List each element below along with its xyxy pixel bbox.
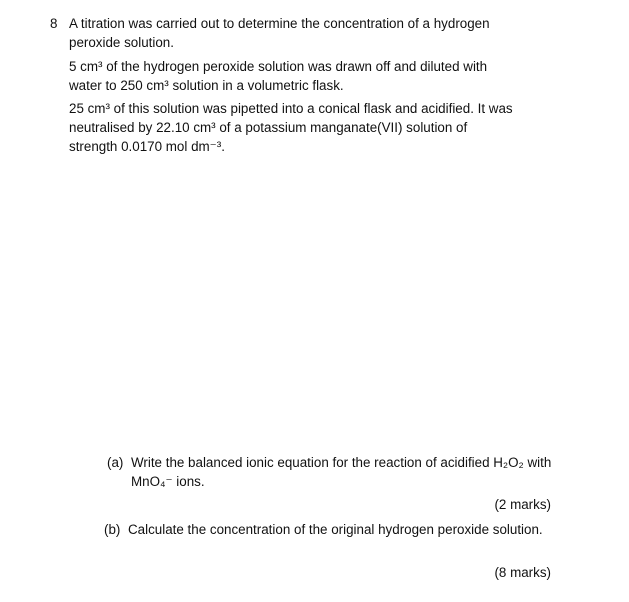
part-a-question: Write the balanced ionic equation for the reaction of acidified H₂O₂ with MnO₄⁻ ions.: [131, 455, 552, 489]
part-b-question: Calculate the concentration of the original hydrogen peroxide solution.: [128, 522, 543, 537]
question-intro-paragraph: A titration was carried out to determine the concentration of a hydrogen peroxide solution.: [69, 16, 490, 50]
titration-paragraph: 25 cm³ of this solution was pipetted into a conical flask and acidified. It was neutralised by 22.10 cm³ of a potassium manganate(VII) solution of strength 0.0170 mol dm⁻³.: [69, 101, 513, 154]
part-b-label: (b): [104, 522, 121, 537]
part-b-marks: (8 marks): [494, 565, 551, 580]
part-a-marks: (2 marks): [494, 497, 551, 512]
question-number: 8: [50, 16, 58, 31]
dilution-paragraph: 5 cm³ of the hydrogen peroxide solution was drawn off and diluted with water to 250 cm³ solution in a volumetric flask.: [69, 59, 488, 93]
part-a-label: (a): [107, 455, 124, 470]
